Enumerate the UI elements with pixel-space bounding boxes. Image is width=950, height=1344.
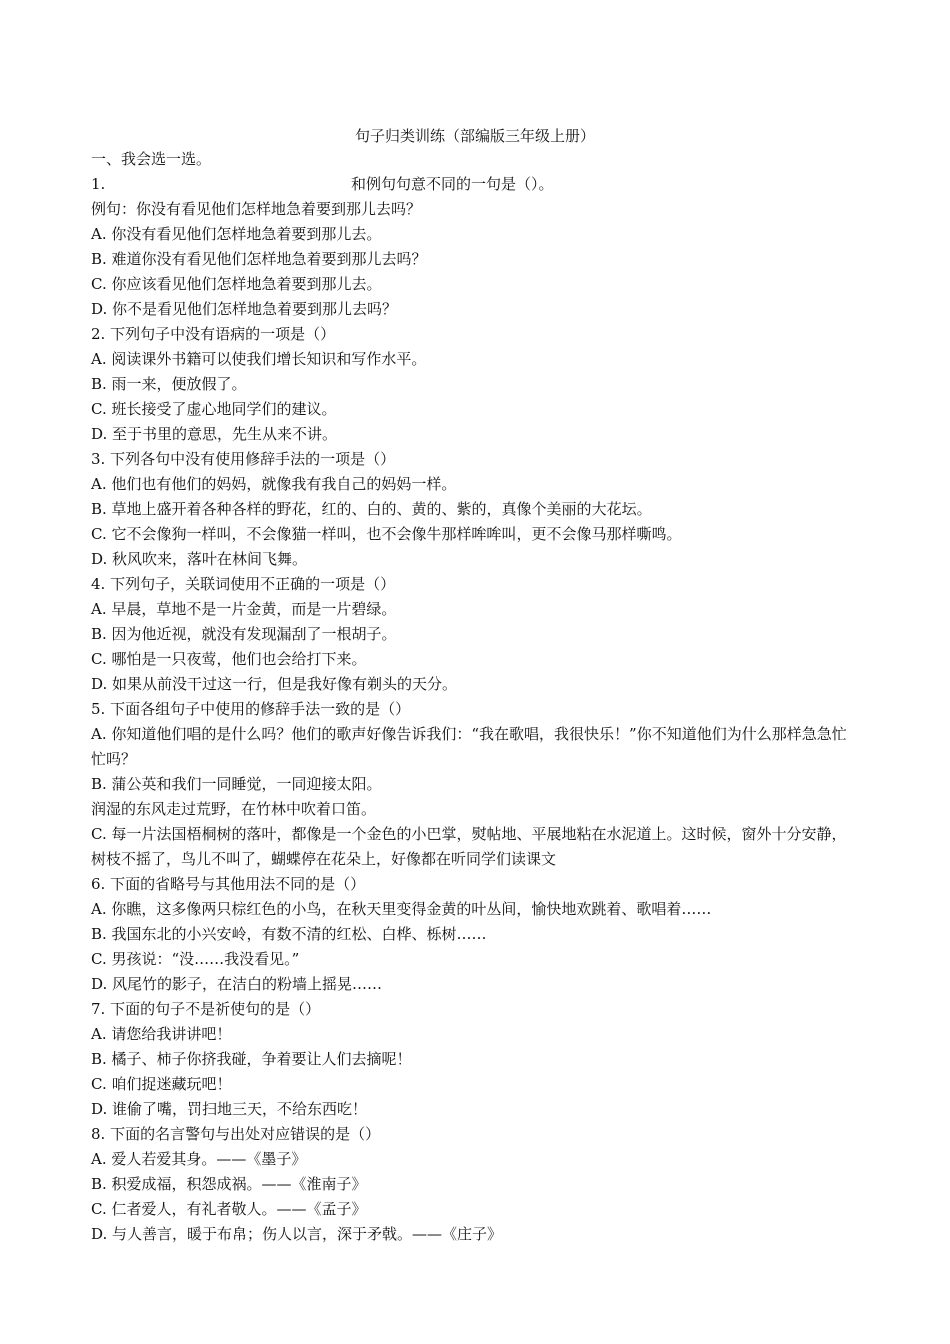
option-d: D. 谁偷了嘴，罚扫地三天，不给东西吃！ [91, 1100, 368, 1118]
option-b: B. 草地上盛开着各种各样的野花，红的、白的、黄的、紫的，真像个美丽的大花坛。 [91, 500, 652, 518]
option-a: A. 请您给我讲讲吧！ [91, 1025, 232, 1043]
option-c: C. 男孩说：“没……我没看见。” [91, 950, 300, 968]
option-c: C. 它不会像狗一样叫，不会像猫一样叫，也不会像牛那样哞哞叫，更不会像马那样嘶鸣。 [91, 525, 682, 543]
option-b-continued: 润湿的东风走过荒野，在竹林中吹着口笛。 [91, 800, 377, 818]
option-c: C. 仁者爱人，有礼者敬人。——《孟子》 [91, 1200, 367, 1218]
option-b: B. 雨一来，便放假了。 [91, 375, 247, 393]
option-d: D. 与人善言，暖于布帛；伤人以言，深于矛戟。——《庄子》 [91, 1225, 503, 1243]
option-b: B. 蒲公英和我们一同睡觉，一同迎接太阳。 [91, 775, 382, 793]
option-b: B. 难道你没有看见他们怎样地急着要到那儿去吗？ [91, 250, 427, 268]
option-b: B. 我国东北的小兴安岭，有数不清的红松、白桦、栎树…… [91, 925, 487, 943]
section-heading: 一、我会选一选。 [91, 150, 212, 168]
option-b: B. 橘子、柿子你挤我碰，争着要让人们去摘呢！ [91, 1050, 412, 1068]
document-title: 句子归类训练（部编版三年级上册） [354, 127, 595, 145]
option-d: D. 你不是看见他们怎样地急着要到那儿去吗？ [91, 300, 398, 318]
option-a: A. 早晨，草地不是一片金黄，而是一片碧绿。 [91, 600, 397, 618]
option-c: C. 咱们捉迷藏玩吧！ [91, 1075, 232, 1093]
option-b: B. 积爱成福，积怨成祸。——《淮南子》 [91, 1175, 367, 1193]
question-4-stem: 4. 下列句子，关联词使用不正确的一项是（） [91, 575, 396, 593]
question-list [91, 147, 853, 1247]
example-sentence: 例句：你没有看见他们怎样地急着要到那儿去吗？ [91, 200, 422, 218]
option-a: A. 你没有看见他们怎样地急着要到那儿去。 [91, 225, 382, 243]
question-7-stem: 7. 下面的句子不是祈使句的是（） [91, 1000, 321, 1018]
option-d: D. 秋风吹来，落叶在林间飞舞。 [91, 550, 308, 568]
question-2-stem: 2. 下列句子中没有语病的一项是（） [91, 325, 336, 343]
option-a: A. 你知道他们唱的是什么吗？他们的歌声好像告诉我们：“我在歌唱，我很快乐！”你不知道他们为什么那样急急忙忙吗？ [91, 725, 847, 768]
question-1-stem [91, 172, 853, 197]
option-c: C. 班长接受了虚心地同学们的建议。 [91, 400, 337, 418]
option-c: C. 哪怕是一只夜莺，他们也会给打下来。 [91, 650, 367, 668]
option-d: D. 风尾竹的影子，在洁白的粉墙上摇晃…… [91, 975, 383, 993]
option-b: B. 因为他近视，就没有发现漏刮了一根胡子。 [91, 625, 397, 643]
option-d: D. 至于书里的意思，先生从来不讲。 [91, 425, 338, 443]
option-c: C. 每一片法国梧桐树的落叶，都像是一个金色的小巴掌，熨帖地、平展地粘在水泥道上。这时候，窗外十分安静，树枝不摇了，鸟儿不叫了，蝴蝶停在花朵上，好像都在听同学们读课文 [91, 825, 847, 868]
question-8-stem: 8. 下面的名言警句与出处对应错误的是（） [91, 1125, 381, 1143]
option-c: C. 你应该看见他们怎样地急着要到那儿去。 [91, 275, 382, 293]
option-a: A. 你瞧，这多像两只棕红色的小鸟，在秋天里变得金黄的叶丛间，愉快地欢跳着、歌唱着…… [91, 900, 712, 918]
question-number: 1. [91, 175, 106, 193]
option-a: A. 他们也有他们的妈妈，就像我有我自己的妈妈一样。 [91, 475, 457, 493]
question-5-stem: 5. 下面各组句子中使用的修辞手法一致的是（） [91, 700, 411, 718]
option-a: A. 阅读课外书籍可以使我们增长知识和写作水平。 [91, 350, 427, 368]
option-a: A. 爱人若爱其身。——《墨子》 [91, 1150, 307, 1168]
question-6-stem: 6. 下面的省略号与其他用法不同的是（） [91, 875, 366, 893]
option-d: D. 如果从前没干过这一行，但是我好像有剃头的天分。 [91, 675, 458, 693]
question-3-stem: 3. 下列各句中没有使用修辞手法的一项是（） [91, 450, 396, 468]
question-text: 和例句句意不同的一句是（）。 [351, 175, 554, 193]
